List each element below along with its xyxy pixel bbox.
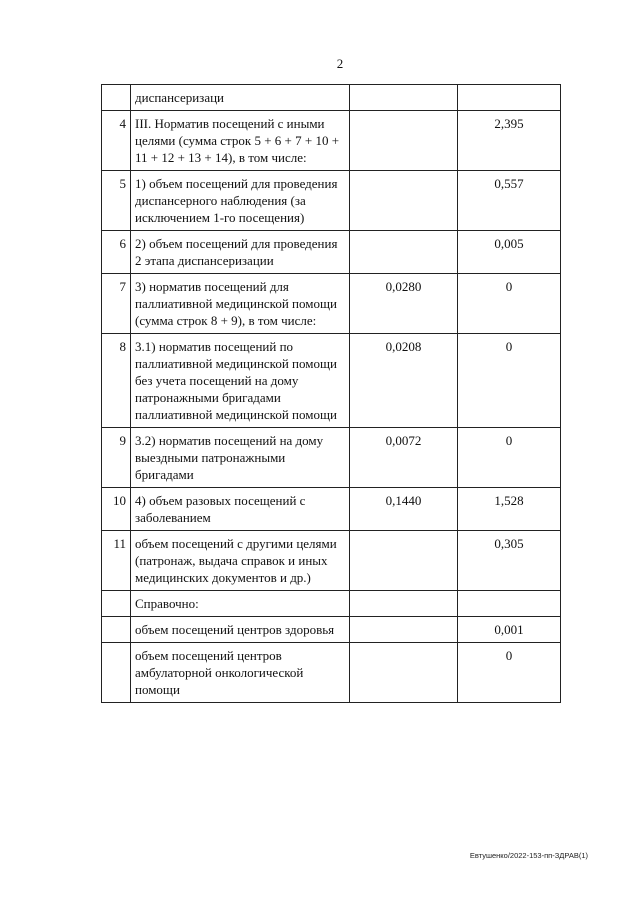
- table-row: [102, 643, 561, 703]
- indicator-name-cell: 3) норматив посещений для паллиативной медицинской помощи (сумма строк 8 + 9), в том числе:: [131, 274, 350, 334]
- table-row: [102, 111, 561, 171]
- value-column-2-cell: 0,305: [458, 531, 561, 591]
- indicator-name-cell: 1) объем посещений для проведения диспансерного наблюдения (за исключением 1-го посещения): [131, 171, 350, 231]
- row-number-cell: [102, 591, 131, 617]
- value-column-2-cell: [458, 85, 561, 111]
- indicator-name-cell: 4) объем разовых посещений с заболеванием: [131, 488, 350, 531]
- table-row: [102, 171, 561, 231]
- value-column-1-cell: [350, 643, 458, 703]
- value-column-2-cell: 2,395: [458, 111, 561, 171]
- value-column-1-cell: [350, 111, 458, 171]
- data-table: [101, 84, 561, 703]
- table-row: [102, 531, 561, 591]
- table-row: [102, 231, 561, 274]
- indicator-name-cell: 2) объем посещений для проведения 2 этапа диспансеризации: [131, 231, 350, 274]
- indicator-name-cell: объем посещений центров амбулаторной онкологической помощи: [131, 643, 350, 703]
- value-column-1-cell: [350, 531, 458, 591]
- value-column-2-cell: [458, 591, 561, 617]
- value-column-1-cell: 0,0280: [350, 274, 458, 334]
- row-number-cell: 4: [102, 111, 131, 171]
- row-number-cell: 11: [102, 531, 131, 591]
- value-column-2-cell: 0: [458, 334, 561, 428]
- table-row: [102, 617, 561, 643]
- value-column-1-cell: 0,0072: [350, 428, 458, 488]
- row-number-cell: [102, 85, 131, 111]
- value-column-1-cell: [350, 231, 458, 274]
- value-column-2-cell: 0: [458, 274, 561, 334]
- page-number: 2: [336, 56, 344, 71]
- row-number-cell: 10: [102, 488, 131, 531]
- table-row: [102, 488, 561, 531]
- value-column-1-cell: 0,1440: [350, 488, 458, 531]
- value-column-2-cell: 0,001: [458, 617, 561, 643]
- row-number-cell: 7: [102, 274, 131, 334]
- value-column-1-cell: 0,0208: [350, 334, 458, 428]
- indicator-name-cell: Справочно:: [131, 591, 350, 617]
- indicator-name-cell: объем посещений с другими целями (патронаж, выдача справок и иных медицинских документов и др.): [131, 531, 350, 591]
- document-footer-code: Евтушенко/2022-153-пп-ЗДРАВ(1): [469, 851, 588, 860]
- value-column-2-cell: 0,557: [458, 171, 561, 231]
- row-number-cell: 8: [102, 334, 131, 428]
- value-column-1-cell: [350, 85, 458, 111]
- row-number-cell: 6: [102, 231, 131, 274]
- row-number-cell: 5: [102, 171, 131, 231]
- table-body: [102, 85, 561, 703]
- value-column-1-cell: [350, 171, 458, 231]
- indicator-name-cell: 3.2) норматив посещений на дому выездными патронажными бригадами: [131, 428, 350, 488]
- indicator-name-cell: 3.1) норматив посещений по паллиативной медицинской помощи без учета посещений на дому патронажными бригадами паллиативной медицинской помощи: [131, 334, 350, 428]
- indicator-name-cell: III. Норматив посещений с иными целями (сумма строк 5 + 6 + 7 + 10 + 11 + 12 + 13 + 14), в том числе:: [131, 111, 350, 171]
- value-column-2-cell: 0: [458, 428, 561, 488]
- table-row: [102, 591, 561, 617]
- row-number-cell: [102, 617, 131, 643]
- indicator-name-cell: объем посещений центров здоровья: [131, 617, 350, 643]
- value-column-2-cell: 0: [458, 643, 561, 703]
- value-column-1-cell: [350, 617, 458, 643]
- table-row: [102, 85, 561, 111]
- value-column-1-cell: [350, 591, 458, 617]
- table-row: [102, 428, 561, 488]
- value-column-2-cell: 0,005: [458, 231, 561, 274]
- value-column-2-cell: 1,528: [458, 488, 561, 531]
- table-row: [102, 274, 561, 334]
- indicator-name-cell: диспансеризаци: [131, 85, 350, 111]
- table-row: [102, 334, 561, 428]
- row-number-cell: 9: [102, 428, 131, 488]
- row-number-cell: [102, 643, 131, 703]
